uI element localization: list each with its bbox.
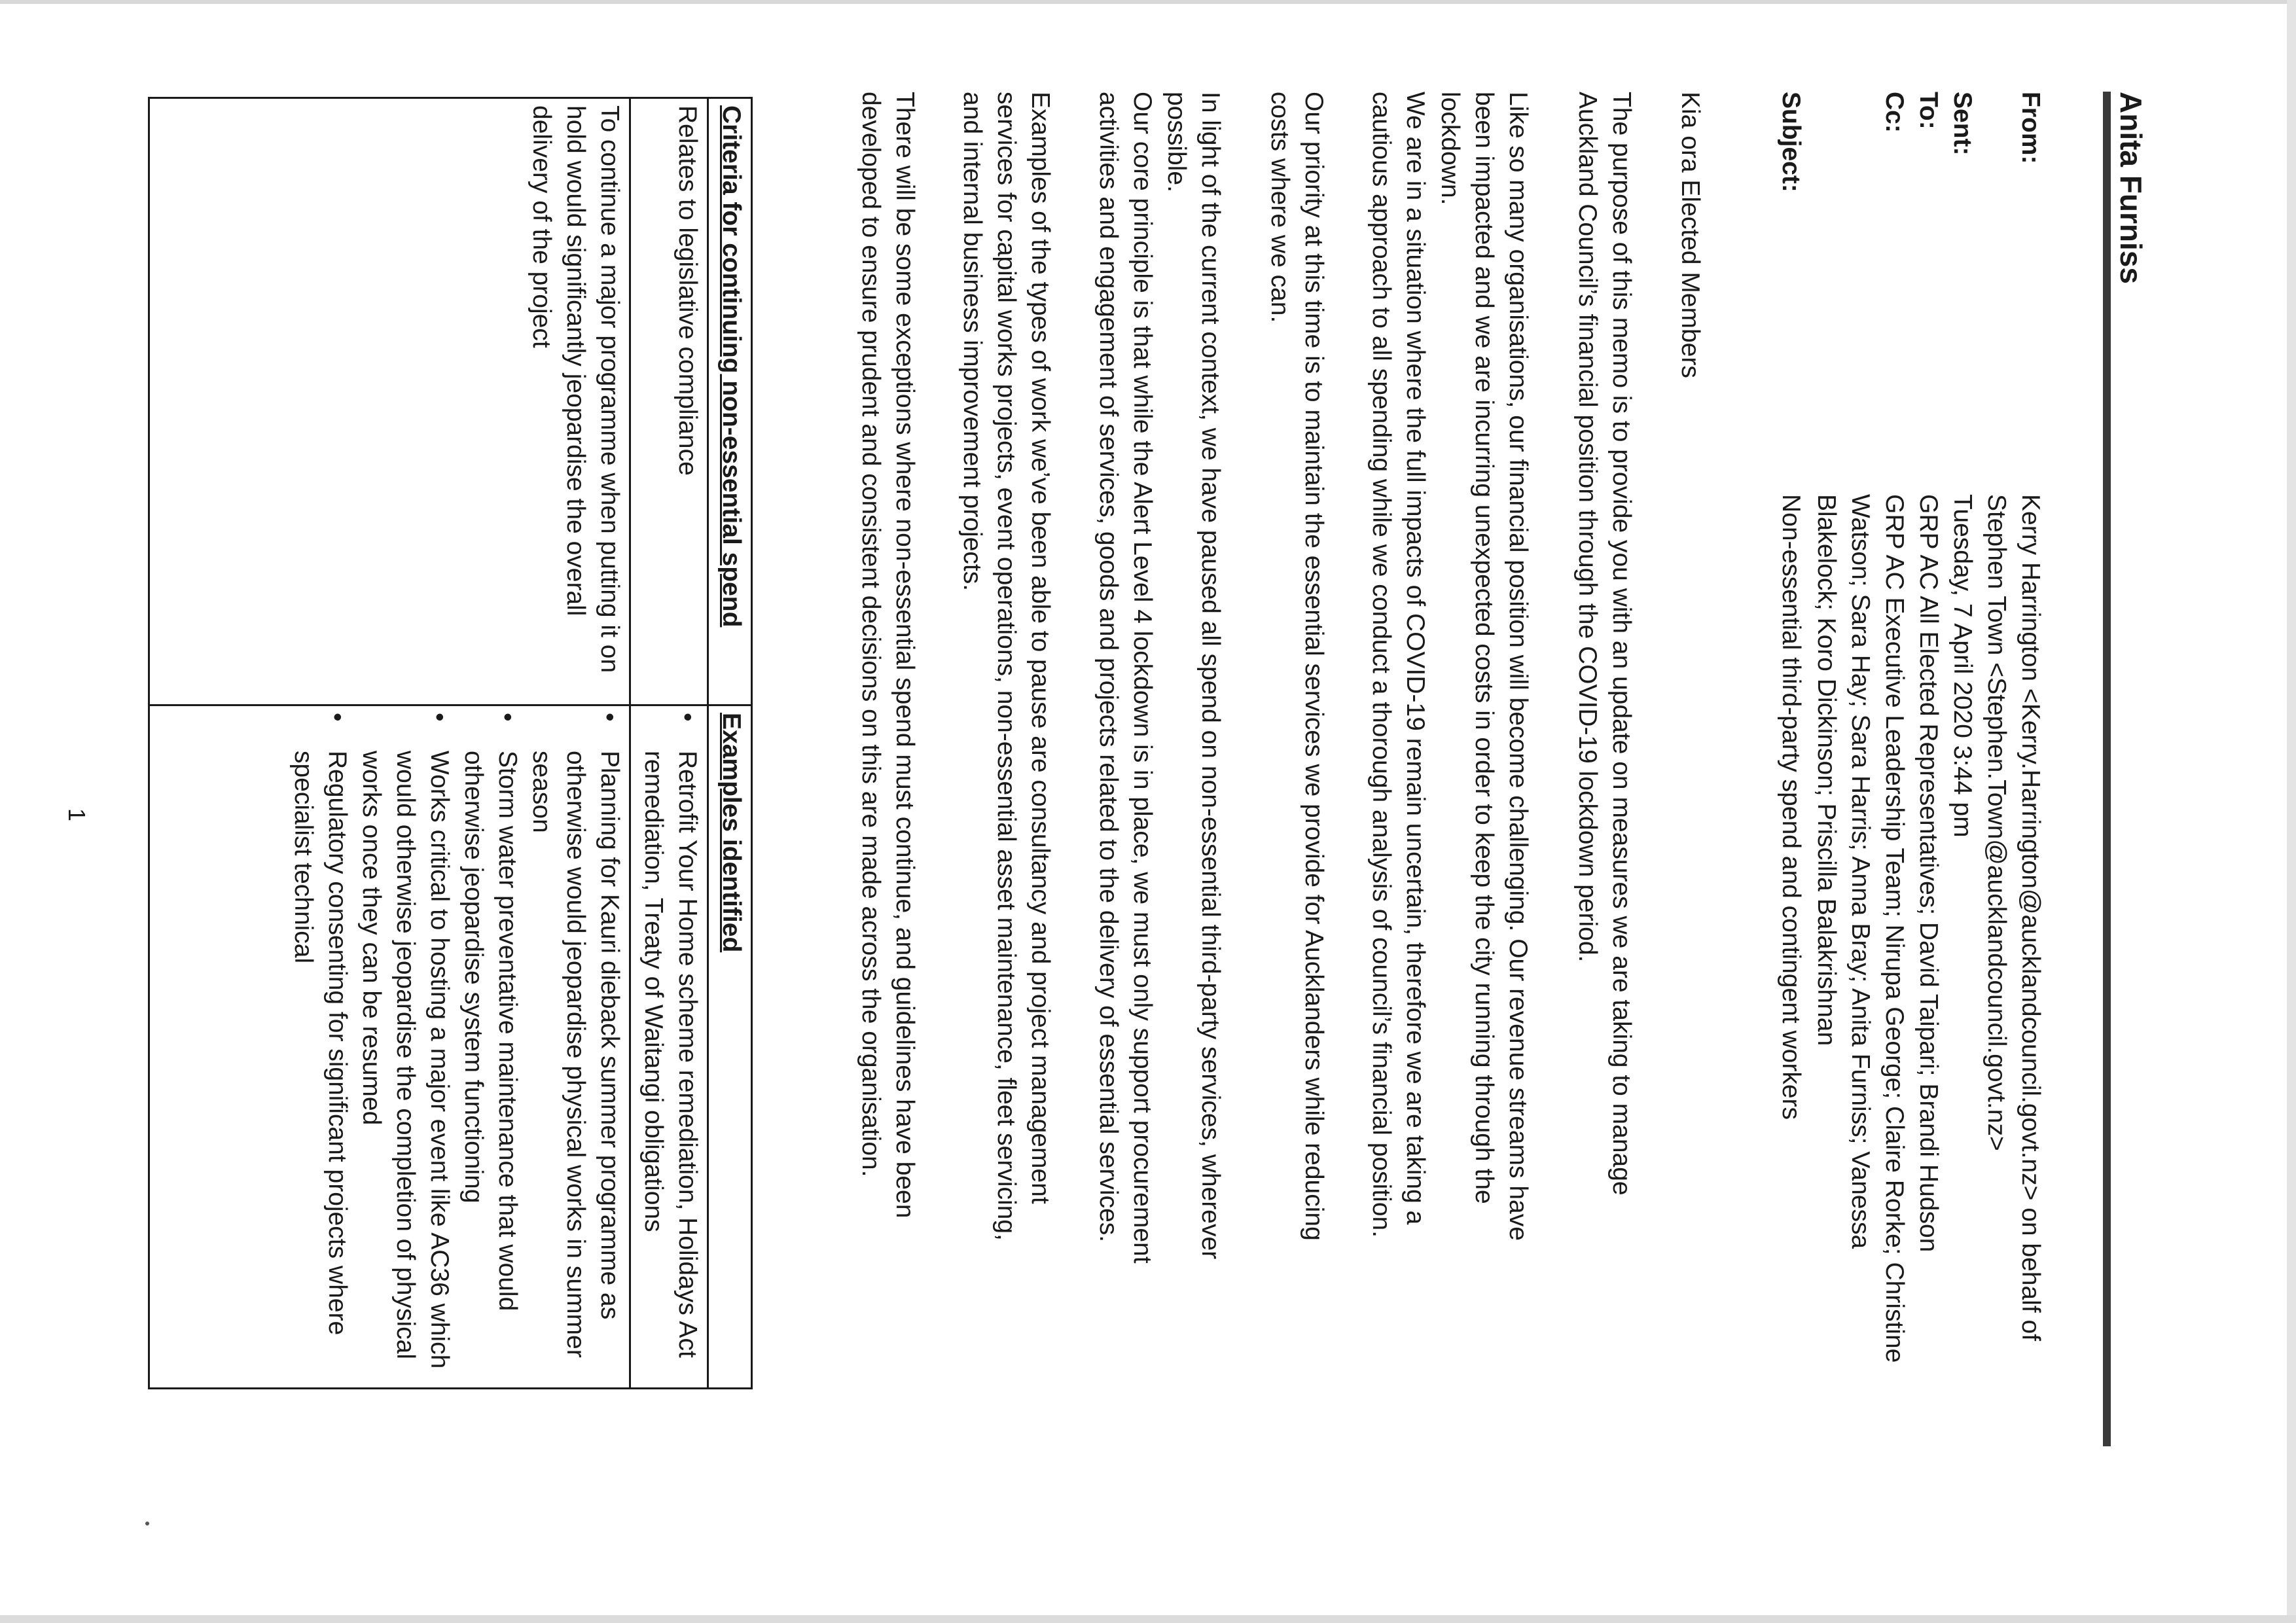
body-paragraph: There will be some exceptions where non-essential spend must continue, and guidelines have been developed to ensure prudent and consistent decisions on this are made across the organisation. bbox=[857, 92, 919, 1219]
scan-speck bbox=[145, 1522, 149, 1525]
examples-cell bbox=[630, 705, 708, 1389]
cc-label: Cc: bbox=[1880, 92, 1909, 133]
examples-list bbox=[286, 713, 626, 1381]
sent-label: Sent: bbox=[1948, 92, 1977, 156]
body-paragraph: Our core principle is that while the Alert Level 4 lockdown is in place, we must only support procurement activities and engagement of services, goods and projects related to the delivery of essential services. bbox=[1094, 92, 1157, 1264]
examples-cell bbox=[149, 705, 630, 1389]
cc-value: GRP AC Executive Leadership Team; Nirupa George; Claire Rorke; Christine Watson; Sara Hay; Sara Harris; Anna Bray; Anita Furniss; Vanessa Blakelock; Koro Dickinson; Priscilla Balakrishnan bbox=[1812, 494, 1909, 1363]
example-item: • Regulatory consenting for significant projects where specialist technical bbox=[286, 751, 354, 1381]
table-row bbox=[149, 98, 630, 1389]
table-row bbox=[630, 98, 708, 1389]
examples-column-header: Examples identified bbox=[708, 705, 752, 1389]
example-item: • Retrofit Your Home scheme remediation, Holidays Act remediation, Treaty of Waitangi obligations bbox=[636, 751, 704, 1381]
from-value: Kerry Harrington <Kerry.Harrington@aucklandcouncil.govt.nz> on behalf of Stephen Town <Stephen.Town@aucklandcouncil.govt.nz> bbox=[1982, 494, 2045, 1342]
subject-value: Non-essential third-party spend and contingent workers bbox=[1777, 494, 1805, 1120]
body-paragraph: Our priority at this time is to maintain the essential services we provide for Aucklanders while reducing costs where we can. bbox=[1266, 92, 1328, 1241]
criteria-table bbox=[148, 97, 753, 1389]
criteria-column-header: Criteria for continuing non-essential spend bbox=[708, 98, 752, 705]
table-header-row bbox=[708, 98, 752, 1389]
criteria-cell: Relates to legislative compliance bbox=[630, 98, 708, 705]
body-paragraph: In light of the current context, we have paused all spend on non-essential third-party services, wherever possible. bbox=[1162, 92, 1225, 1260]
header-rule bbox=[2103, 92, 2111, 1446]
body-paragraph: The purpose of this memo is to provide you with an update on measures we are taking to manage Auckland Council’s financial position through the COVID-19 lockdown period. bbox=[1573, 92, 1636, 1196]
example-item: • Works critical to hosting a major event like AC36 which would otherwise jeopardise the completion of physical works once they can be resumed bbox=[354, 751, 456, 1381]
body-paragraph: Like so many organisations, our financial position will become challenging. Our revenue streams have been impacted and we are incurring unexpected costs in order to keep the city running through the lockdown. bbox=[1436, 92, 1532, 1241]
to-value: GRP AC All Elected Representatives; David Taipari; Brandi Hudson bbox=[1914, 494, 1943, 1253]
example-item: • Storm water preventative maintenance that would otherwise jeopardise system functioning bbox=[456, 751, 524, 1381]
page-number: 1 bbox=[63, 808, 90, 822]
body-paragraph: We are in a situation where the full impacts of COVID-19 remain uncertain, therefore we are taking a cautious approach to all spending while we conduct a thorough analysis of council’s financial position. bbox=[1367, 92, 1429, 1238]
greeting: Kia ora Elected Members bbox=[1676, 92, 1704, 378]
to-label: To: bbox=[1914, 92, 1943, 130]
mailbox-owner-name: Anita Furniss bbox=[2114, 92, 2148, 284]
subject-label: Subject: bbox=[1777, 92, 1805, 192]
from-label: From: bbox=[2017, 92, 2045, 164]
criteria-cell: To continue a major programme when putting it on hold would significantly jeopardise the overall delivery of the project bbox=[149, 98, 630, 705]
body-paragraph: Examples of the types of work we’ve been able to pause are consultancy and project management services for capital works projects, event operations, non-essential asset maintenance, fleet servicing, and internal business improvement projects. bbox=[958, 92, 1054, 1241]
example-item: • Planning for Kauri dieback summer programme as otherwise would jeopardise physical works in summer season bbox=[524, 751, 626, 1381]
sent-value: Tuesday, 7 April 2020 3:44 pm bbox=[1948, 494, 1977, 838]
examples-list bbox=[636, 713, 704, 1381]
